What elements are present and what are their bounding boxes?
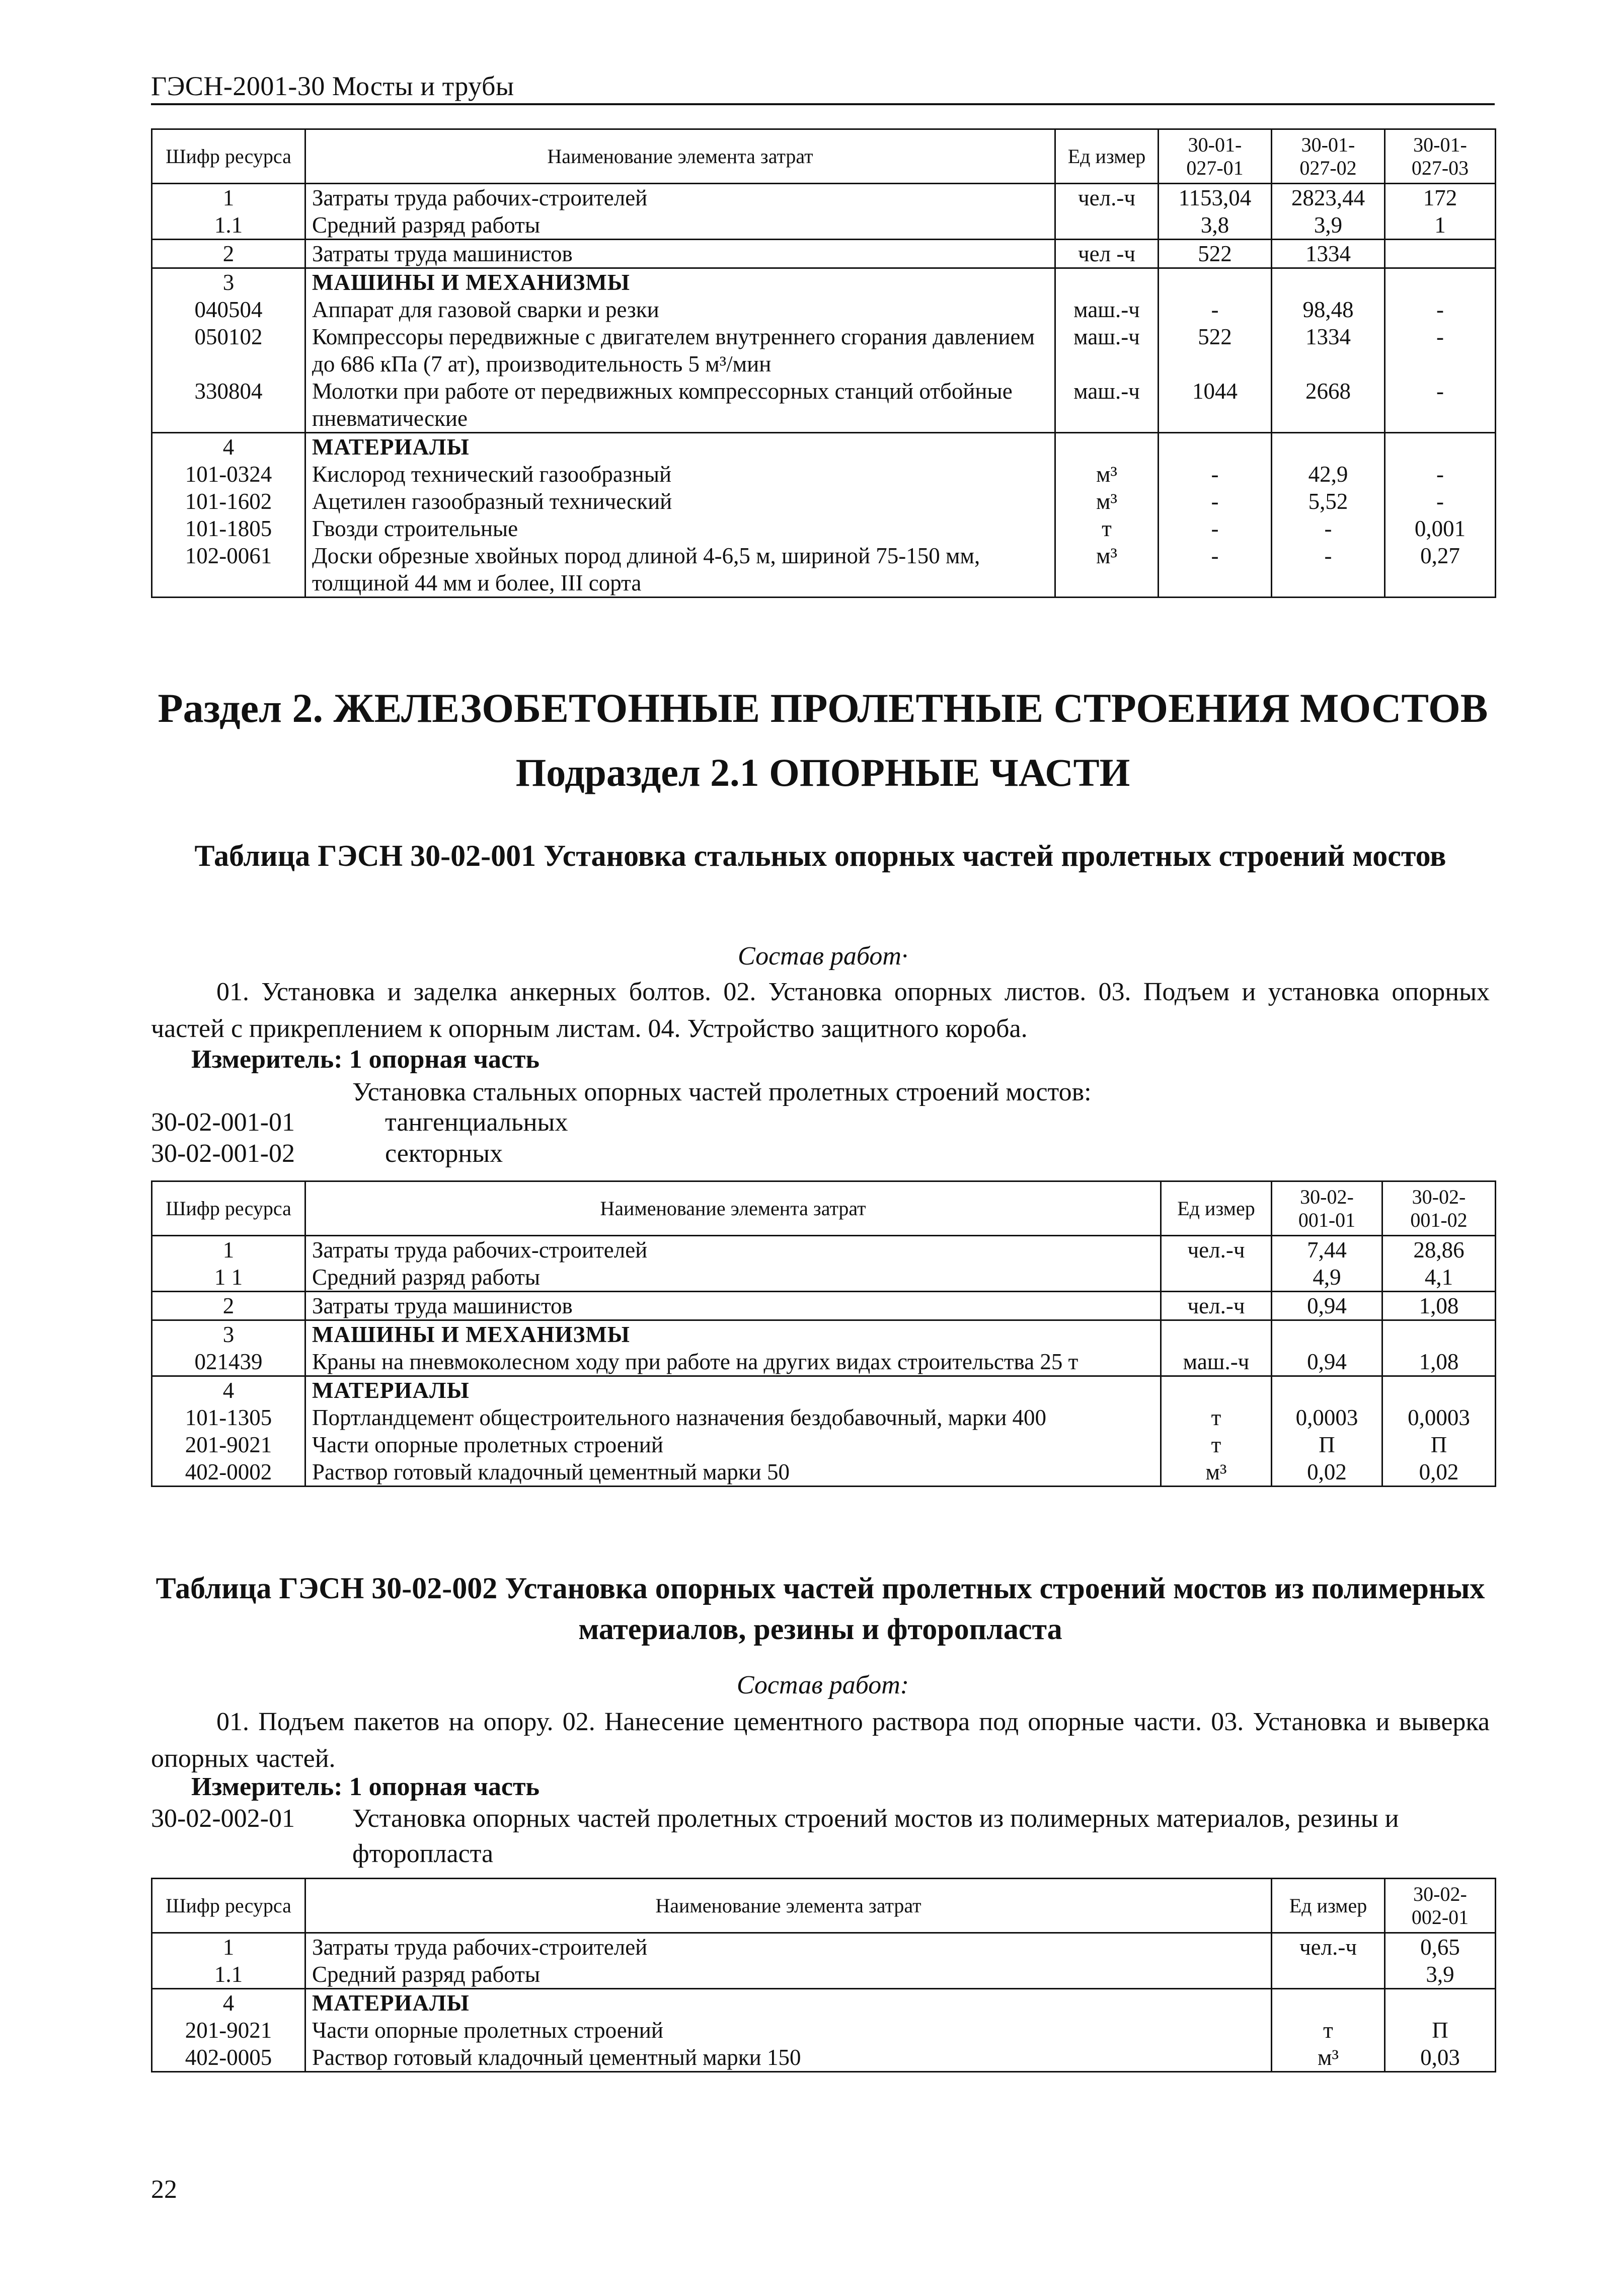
composition-label: Состав работ· xyxy=(738,942,908,971)
cell-norm-value-1: 522 xyxy=(1159,240,1272,268)
cell-norm-value-3 xyxy=(1385,240,1496,268)
col-header-name: Наименование элемента затрат xyxy=(305,1181,1161,1236)
cell-norm-value-1: 0,03 xyxy=(1385,2044,1496,2072)
cell-norm-value-2 xyxy=(1272,268,1385,297)
meter-line: Измеритель: 1 опорная часть xyxy=(191,1045,540,1074)
col-header-norm-1: 30-02- 002-01 xyxy=(1385,1879,1496,1933)
cell-norm-value-1: 4,9 xyxy=(1272,1264,1382,1292)
table-header-row xyxy=(152,1879,1496,1933)
table-row xyxy=(152,1458,1496,1487)
cell-element-name: Ацетилен газообразный технический xyxy=(305,488,1055,515)
table-row xyxy=(152,1264,1496,1292)
col-header-norm-1: 30-01- 027-01 xyxy=(1159,129,1272,184)
cell-unit: маш.-ч xyxy=(1055,296,1159,323)
cell-resource-code: 102-0061 xyxy=(152,542,305,598)
cell-norm-value-2: 4,1 xyxy=(1382,1264,1496,1292)
composition-text: 01. Подъем пакетов на опору. 02. Нанесение цементного раствора под опорные части. 03. Установка и выверка опорных частей. xyxy=(151,1708,1490,1773)
cell-resource-code: 1 xyxy=(152,1933,305,1961)
cell-unit: м³ xyxy=(1272,2044,1385,2072)
col-header-code: Шифр ресурса xyxy=(152,1181,305,1236)
cell-element-name: МАТЕРИАЛЫ xyxy=(305,433,1055,461)
table-row xyxy=(152,1236,1496,1264)
table-header-row xyxy=(152,129,1496,184)
col-header-unit: Ед измер xyxy=(1055,129,1159,184)
cell-resource-code: 021439 xyxy=(152,1348,305,1376)
cell-element-name: Средний разряд работы xyxy=(305,1264,1161,1292)
cell-element-name: Молотки при работе от передвижных компрессорных станций отбойные пневматические xyxy=(305,378,1055,433)
cell-resource-code: 1 xyxy=(152,1236,305,1264)
cell-unit: м³ xyxy=(1055,461,1159,488)
cell-element-name: МАШИНЫ И МЕХАНИЗМЫ xyxy=(305,1320,1161,1349)
cell-resource-code: 201-9021 xyxy=(152,2017,305,2044)
cell-unit: чел.-ч xyxy=(1161,1292,1272,1320)
cell-norm-value-1 xyxy=(1385,1989,1496,2017)
cell-norm-value-2: 2823,44 xyxy=(1272,184,1385,212)
cell-norm-value-1: 1153,04 xyxy=(1159,184,1272,212)
table-title-30-02-001: Таблица ГЭСН 30-02-001 Установка стальных опорных частей пролетных строений мостов xyxy=(194,839,1446,872)
table-row xyxy=(152,461,1496,488)
cell-norm-value-1 xyxy=(1159,268,1272,297)
composition-text: 01. Установка и заделка анкерных болтов. 02. Установка опорных листов. 03. Подъем и установка опорных частей с прикреплением к опорным листам. 04. Устройство защитного короба. xyxy=(151,978,1490,1043)
page-number: 22 xyxy=(151,2175,177,2204)
cell-element-name: Доски обрезные хвойных пород длиной 4-6,5 м, шириной 75-150 мм, толщиной 44 мм и более, III сорта xyxy=(305,542,1055,598)
cell-norm-value-3: - xyxy=(1385,323,1496,378)
cell-norm-value-2 xyxy=(1272,433,1385,461)
cell-norm-value-1: 522 xyxy=(1159,323,1272,378)
table-row xyxy=(152,433,1496,461)
cell-resource-code: 3 xyxy=(152,268,305,297)
norm-intro: Установка стальных опорных частей пролетных строений мостов: xyxy=(352,1078,1092,1106)
cell-unit xyxy=(1161,1320,1272,1349)
cell-unit xyxy=(1055,268,1159,297)
cell-norm-value-1 xyxy=(1159,433,1272,461)
cell-unit: чел.-ч xyxy=(1161,1236,1272,1264)
cell-unit: м³ xyxy=(1055,488,1159,515)
cell-resource-code: 2 xyxy=(152,240,305,268)
cell-norm-value-2: 98,48 xyxy=(1272,296,1385,323)
cell-unit xyxy=(1055,433,1159,461)
resource-table-30-02-002 xyxy=(151,1878,1496,2072)
table-header-row xyxy=(152,1181,1496,1236)
cell-norm-value-1 xyxy=(1272,1376,1382,1404)
norm-code-1: 30-02-002-01 xyxy=(151,1804,295,1833)
cell-norm-value-2: 42,9 xyxy=(1272,461,1385,488)
cell-norm-value-1: - xyxy=(1159,515,1272,542)
cell-norm-value-1: П xyxy=(1385,2017,1496,2044)
cell-resource-code: 1 xyxy=(152,184,305,212)
cell-resource-code: 040504 xyxy=(152,296,305,323)
cell-resource-code: 101-0324 xyxy=(152,461,305,488)
cell-element-name: Затраты труда рабочих-строителей xyxy=(305,184,1055,212)
cell-resource-code: 4 xyxy=(152,433,305,461)
cell-element-name: Затраты труда рабочих-строителей xyxy=(305,1933,1272,1961)
cell-resource-code: 1.1 xyxy=(152,1961,305,1989)
cell-unit xyxy=(1272,1989,1385,2017)
cell-element-name: Средний разряд работы xyxy=(305,211,1055,240)
cell-norm-value-3: - xyxy=(1385,378,1496,433)
cell-unit: чел.-ч xyxy=(1272,1933,1385,1961)
table-row xyxy=(152,296,1496,323)
cell-element-name: Гвозди строительные xyxy=(305,515,1055,542)
norm-label-1: тангенциальных xyxy=(385,1108,568,1137)
cell-norm-value-1: 3,9 xyxy=(1385,1961,1496,1989)
table-row xyxy=(152,184,1496,212)
cell-resource-code: 3 xyxy=(152,1320,305,1349)
table-row xyxy=(152,1933,1496,1961)
resource-table-30-02-001 xyxy=(151,1180,1496,1487)
col-header-name: Наименование элемента затрат xyxy=(305,129,1055,184)
cell-norm-value-1: - xyxy=(1159,461,1272,488)
header-rule xyxy=(151,103,1495,105)
cell-norm-value-1: - xyxy=(1159,542,1272,598)
col-header-norm-3: 30-01- 027-03 xyxy=(1385,129,1496,184)
cell-unit: т xyxy=(1161,1431,1272,1458)
cell-unit: чел -ч xyxy=(1055,240,1159,268)
cell-resource-code: 101-1305 xyxy=(152,1404,305,1431)
meter-line: Измеритель: 1 опорная часть xyxy=(191,1772,540,1801)
cell-norm-value-2: 0,0003 xyxy=(1382,1404,1496,1431)
table-row xyxy=(152,1404,1496,1431)
cell-norm-value-2: - xyxy=(1272,515,1385,542)
table-title-30-02-002: Таблица ГЭСН 30-02-002 Установка опорных частей пролетных строений мостов из полимерных материалов, резины и фторопласта xyxy=(156,1572,1485,1646)
resource-table-30-01-027 xyxy=(151,128,1496,598)
cell-unit: маш.-ч xyxy=(1055,323,1159,378)
cell-element-name: МАШИНЫ И МЕХАНИЗМЫ xyxy=(305,268,1055,297)
cell-unit xyxy=(1161,1264,1272,1292)
col-header-norm-2: 30-01- 027-02 xyxy=(1272,129,1385,184)
cell-norm-value-1: 0,65 xyxy=(1385,1933,1496,1961)
cell-element-name: Средний разряд работы xyxy=(305,1961,1272,1989)
subsection-title: Подраздел 2.1 ОПОРНЫЕ ЧАСТИ xyxy=(515,751,1130,794)
cell-element-name: МАТЕРИАЛЫ xyxy=(305,1989,1272,2017)
col-header-code: Шифр ресурса xyxy=(152,129,305,184)
cell-unit: маш.-ч xyxy=(1161,1348,1272,1376)
cell-norm-value-3 xyxy=(1385,268,1496,297)
cell-norm-value-2: - xyxy=(1272,542,1385,598)
running-header: ГЭСН-2001-30 Мосты и трубы xyxy=(151,71,514,101)
cell-unit: маш.-ч xyxy=(1055,378,1159,433)
cell-unit: т xyxy=(1055,515,1159,542)
cell-unit: м³ xyxy=(1161,1458,1272,1487)
norm-label-2: секторных xyxy=(385,1139,503,1168)
table-row xyxy=(152,1320,1496,1349)
table-row xyxy=(152,323,1496,378)
table-row xyxy=(152,1989,1496,2017)
cell-norm-value-2: 3,9 xyxy=(1272,211,1385,240)
cell-norm-value-3: 1 xyxy=(1385,211,1496,240)
cell-element-name: Затраты труда рабочих-строителей xyxy=(305,1236,1161,1264)
table-row xyxy=(152,2017,1496,2044)
col-header-norm-1: 30-02- 001-01 xyxy=(1272,1181,1382,1236)
cell-norm-value-2: 1334 xyxy=(1272,323,1385,378)
cell-norm-value-3: - xyxy=(1385,296,1496,323)
cell-norm-value-3: - xyxy=(1385,488,1496,515)
cell-unit xyxy=(1161,1376,1272,1404)
cell-element-name: Раствор готовый кладочный цементный марки 50 xyxy=(305,1458,1161,1487)
col-header-unit: Ед измер xyxy=(1272,1879,1385,1933)
norm-code-2: 30-02-001-02 xyxy=(151,1139,295,1168)
cell-unit: чел.-ч xyxy=(1055,184,1159,212)
cell-resource-code: 402-0005 xyxy=(152,2044,305,2072)
cell-norm-value-1: 0,02 xyxy=(1272,1458,1382,1487)
cell-norm-value-1: 0,0003 xyxy=(1272,1404,1382,1431)
cell-norm-value-1: 1044 xyxy=(1159,378,1272,433)
table-row xyxy=(152,240,1496,268)
cell-norm-value-2: 28,86 xyxy=(1382,1236,1496,1264)
table-row xyxy=(152,211,1496,240)
cell-norm-value-2: 0,02 xyxy=(1382,1458,1496,1487)
cell-norm-value-1: - xyxy=(1159,296,1272,323)
table-row xyxy=(152,268,1496,297)
cell-norm-value-2: 1334 xyxy=(1272,240,1385,268)
table-row xyxy=(152,488,1496,515)
cell-element-name: МАТЕРИАЛЫ xyxy=(305,1376,1161,1404)
cell-element-name: Затраты труда машинистов xyxy=(305,1292,1161,1320)
cell-resource-code: 4 xyxy=(152,1376,305,1404)
cell-resource-code: 402-0002 xyxy=(152,1458,305,1487)
table-row xyxy=(152,1348,1496,1376)
cell-element-name: Портландцемент общестроительного назначения бездобавочный, марки 400 xyxy=(305,1404,1161,1431)
section-title: Раздел 2. ЖЕЛЕЗОБЕТОННЫЕ ПРОЛЕТНЫЕ СТРОЕНИЯ МОСТОВ xyxy=(158,685,1488,731)
table-row xyxy=(152,1431,1496,1458)
cell-norm-value-1: - xyxy=(1159,488,1272,515)
cell-element-name: Раствор готовый кладочный цементный марки 150 xyxy=(305,2044,1272,2072)
cell-element-name: Аппарат для газовой сварки и резки xyxy=(305,296,1055,323)
cell-norm-value-2: П xyxy=(1382,1431,1496,1458)
cell-norm-value-1: 7,44 xyxy=(1272,1236,1382,1264)
cell-norm-value-3: 0,27 xyxy=(1385,542,1496,598)
cell-norm-value-2 xyxy=(1382,1376,1496,1404)
norm-code-1: 30-02-001-01 xyxy=(151,1108,295,1137)
table-row xyxy=(152,2044,1496,2072)
cell-norm-value-2: 1,08 xyxy=(1382,1348,1496,1376)
cell-norm-value-1: 0,94 xyxy=(1272,1348,1382,1376)
cell-norm-value-1: 0,94 xyxy=(1272,1292,1382,1320)
cell-resource-code: 050102 xyxy=(152,323,305,378)
cell-element-name: Компрессоры передвижные с двигателем внутреннего сгорания давлением до 686 кПа (7 ат), производительность 5 м³/мин xyxy=(305,323,1055,378)
cell-norm-value-2: 1,08 xyxy=(1382,1292,1496,1320)
cell-element-name: Краны на пневмоколесном ходу при работе на других видах строительства 25 т xyxy=(305,1348,1161,1376)
cell-norm-value-3: - xyxy=(1385,461,1496,488)
table-row xyxy=(152,1376,1496,1404)
cell-element-name: Части опорные пролетных строений xyxy=(305,2017,1272,2044)
cell-norm-value-1 xyxy=(1272,1320,1382,1349)
cell-resource-code: 2 xyxy=(152,1292,305,1320)
cell-resource-code: 1.1 xyxy=(152,211,305,240)
cell-resource-code: 201-9021 xyxy=(152,1431,305,1458)
cell-unit: т xyxy=(1161,1404,1272,1431)
norm-label-1: Установка опорных частей пролетных строений мостов из полимерных материалов, резины и фторопласта xyxy=(352,1804,1399,1869)
col-header-name: Наименование элемента затрат xyxy=(305,1879,1272,1933)
cell-unit: т xyxy=(1272,2017,1385,2044)
composition-label: Состав работ: xyxy=(736,1671,909,1699)
table-row xyxy=(152,542,1496,598)
cell-norm-value-3: 0,001 xyxy=(1385,515,1496,542)
col-header-unit: Ед измер xyxy=(1161,1181,1272,1236)
cell-resource-code: 1 1 xyxy=(152,1264,305,1292)
cell-element-name: Части опорные пролетных строений xyxy=(305,1431,1161,1458)
cell-norm-value-3: 172 xyxy=(1385,184,1496,212)
col-header-code: Шифр ресурса xyxy=(152,1879,305,1933)
cell-norm-value-3 xyxy=(1385,433,1496,461)
cell-resource-code: 101-1602 xyxy=(152,488,305,515)
cell-norm-value-1: П xyxy=(1272,1431,1382,1458)
cell-unit xyxy=(1272,1961,1385,1989)
cell-resource-code: 330804 xyxy=(152,378,305,433)
cell-unit xyxy=(1055,211,1159,240)
cell-norm-value-2 xyxy=(1382,1320,1496,1349)
cell-element-name: Затраты труда машинистов xyxy=(305,240,1055,268)
cell-norm-value-2: 2668 xyxy=(1272,378,1385,433)
col-header-norm-2: 30-02- 001-02 xyxy=(1382,1181,1496,1236)
cell-norm-value-1: 3,8 xyxy=(1159,211,1272,240)
cell-resource-code: 101-1805 xyxy=(152,515,305,542)
table-row xyxy=(152,378,1496,433)
cell-norm-value-2: 5,52 xyxy=(1272,488,1385,515)
table-row xyxy=(152,1961,1496,1989)
cell-element-name: Кислород технический газообразный xyxy=(305,461,1055,488)
cell-resource-code: 4 xyxy=(152,1989,305,2017)
table-row xyxy=(152,515,1496,542)
cell-unit: м³ xyxy=(1055,542,1159,598)
table-row xyxy=(152,1292,1496,1320)
